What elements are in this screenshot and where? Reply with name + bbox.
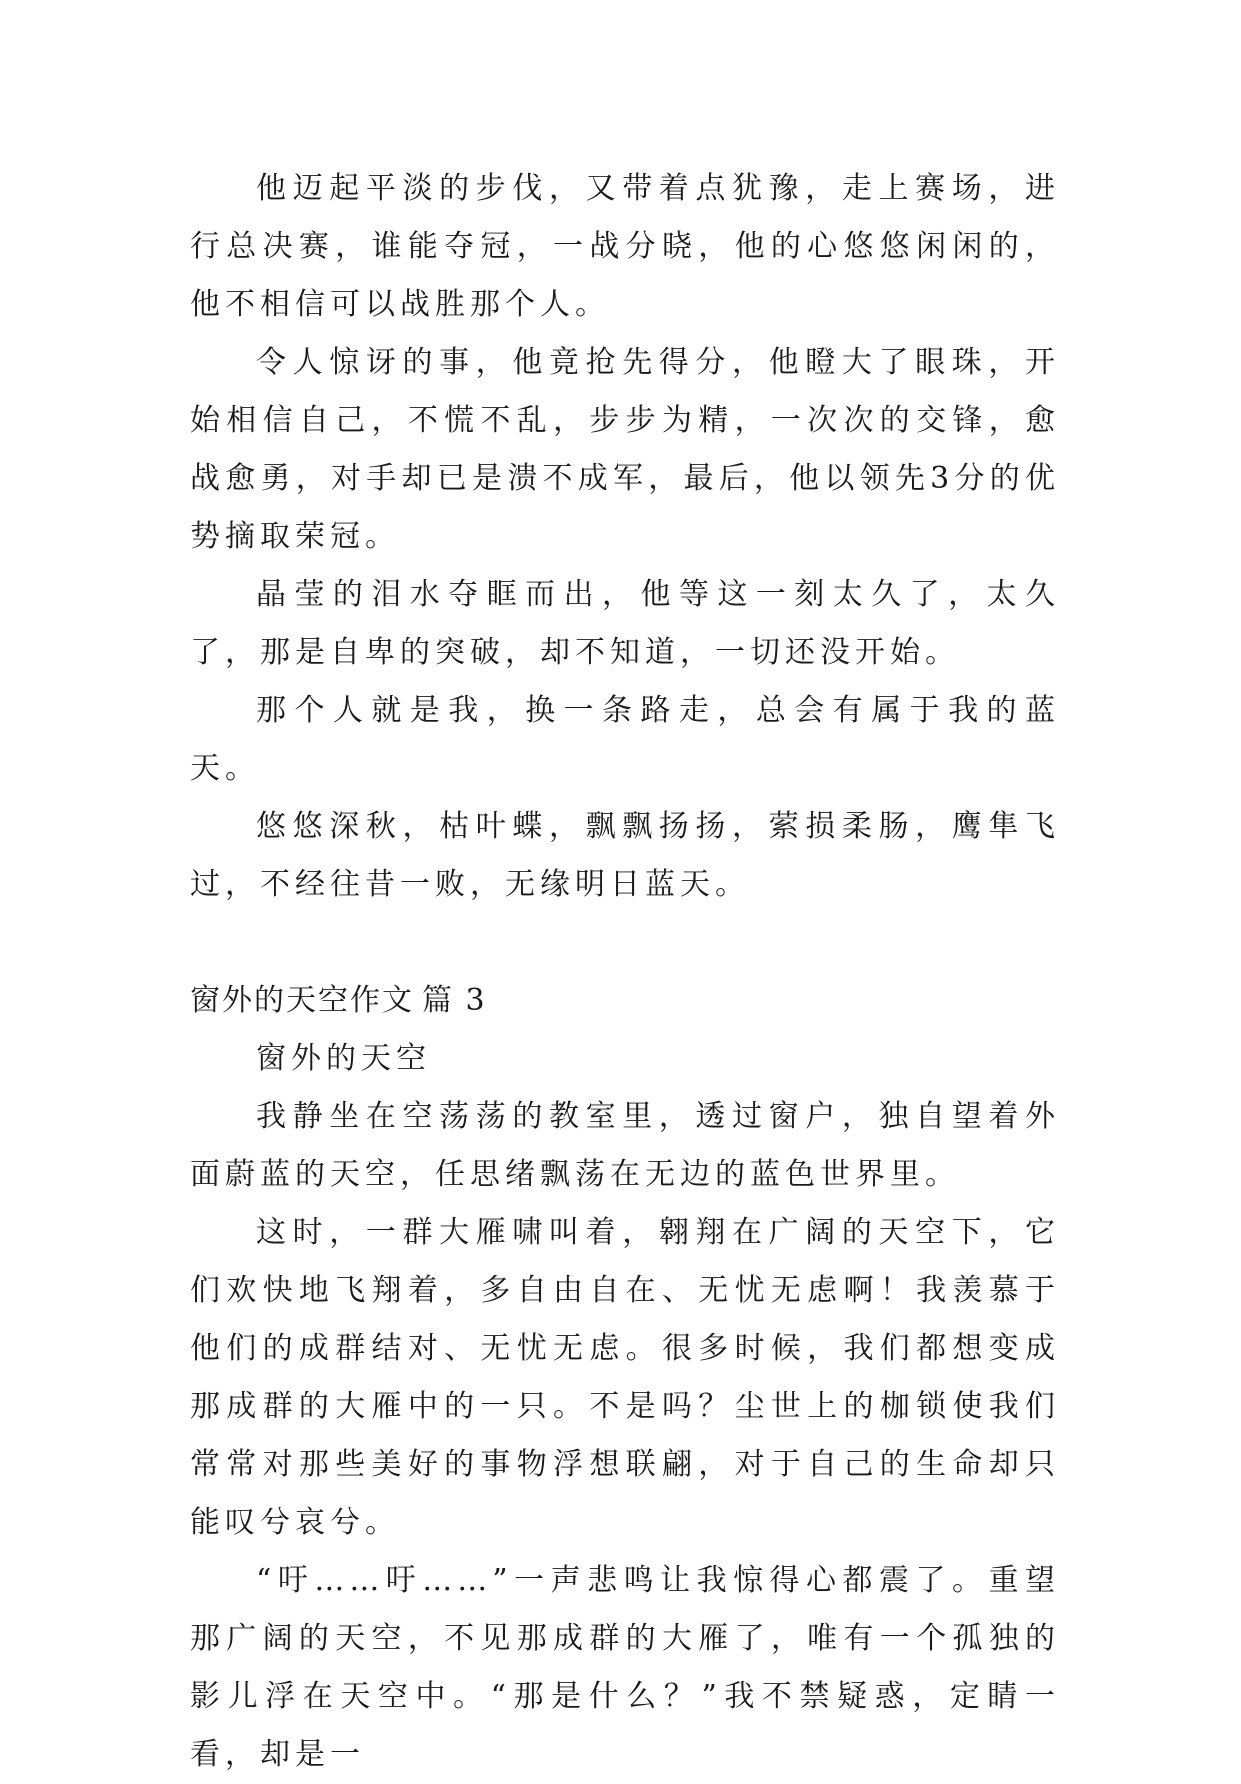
paragraph: 令人惊讶的事，他竟抢先得分，他瞪大了眼珠，开始相信自己，不慌不乱，步步为精，一次次的交锋，愈战愈勇，对手却已是溃不成军，最后，他以领先3分的优势摘取荣冠。	[190, 345, 1060, 554]
paragraph: 那个人就是我，换一条路走，总会有属于我的蓝天。	[190, 693, 1060, 786]
section-title-text: 窗外的天空作文	[190, 983, 414, 1018]
paragraph: 他迈起平淡的步伐，又带着点犹豫，走上赛场，进行总决赛，谁能夺冠，一战分晓，他的心悠悠闲闲的，他不相信可以战胜那个人。	[190, 171, 1060, 322]
document-body	[190, 160, 1060, 1784]
paragraph: 悠悠深秋，枯叶蝶，飘飘扬扬，萦损柔肠，鹰隼飞过，不经往昔一败，无缘明日蓝天。	[190, 809, 1060, 902]
section-spacer	[190, 914, 1060, 972]
section-heading	[190, 972, 1060, 1030]
paragraph: 晶莹的泪水夺眶而出，他等这一刻太久了，太久了，那是自卑的突破，却不知道，一切还没开始。	[190, 577, 1060, 670]
paragraph: 我静坐在空荡荡的教室里，透过窗户，独自望着外面蔚蓝的天空，任思绪飘荡在无边的蓝色世界里。	[190, 1099, 1060, 1192]
essay-title: 窗外的天空	[256, 1041, 431, 1076]
section-number: 篇 3	[422, 983, 487, 1018]
paragraph: 这时，一群大雁啸叫着，翱翔在广阔的天空下，它们欢快地飞翔着，多自由自在、无忧无虑啊！我羡慕于他们的成群结对、无忧无虑。很多时候，我们都想变成那成群的大雁中的一只。不是吗？尘世上的枷锁使我们常常对那些美好的事物浮想联翩，对于自己的生命却只能叹兮哀兮。	[190, 1215, 1060, 1540]
paragraph: “吁……吁……”一声悲鸣让我惊得心都震了。重望那广阔的天空，不见那成群的大雁了，唯有一个孤独的影儿浮在天空中。“那是什么？”我不禁疑惑，定睛一看，却是一	[190, 1563, 1060, 1772]
